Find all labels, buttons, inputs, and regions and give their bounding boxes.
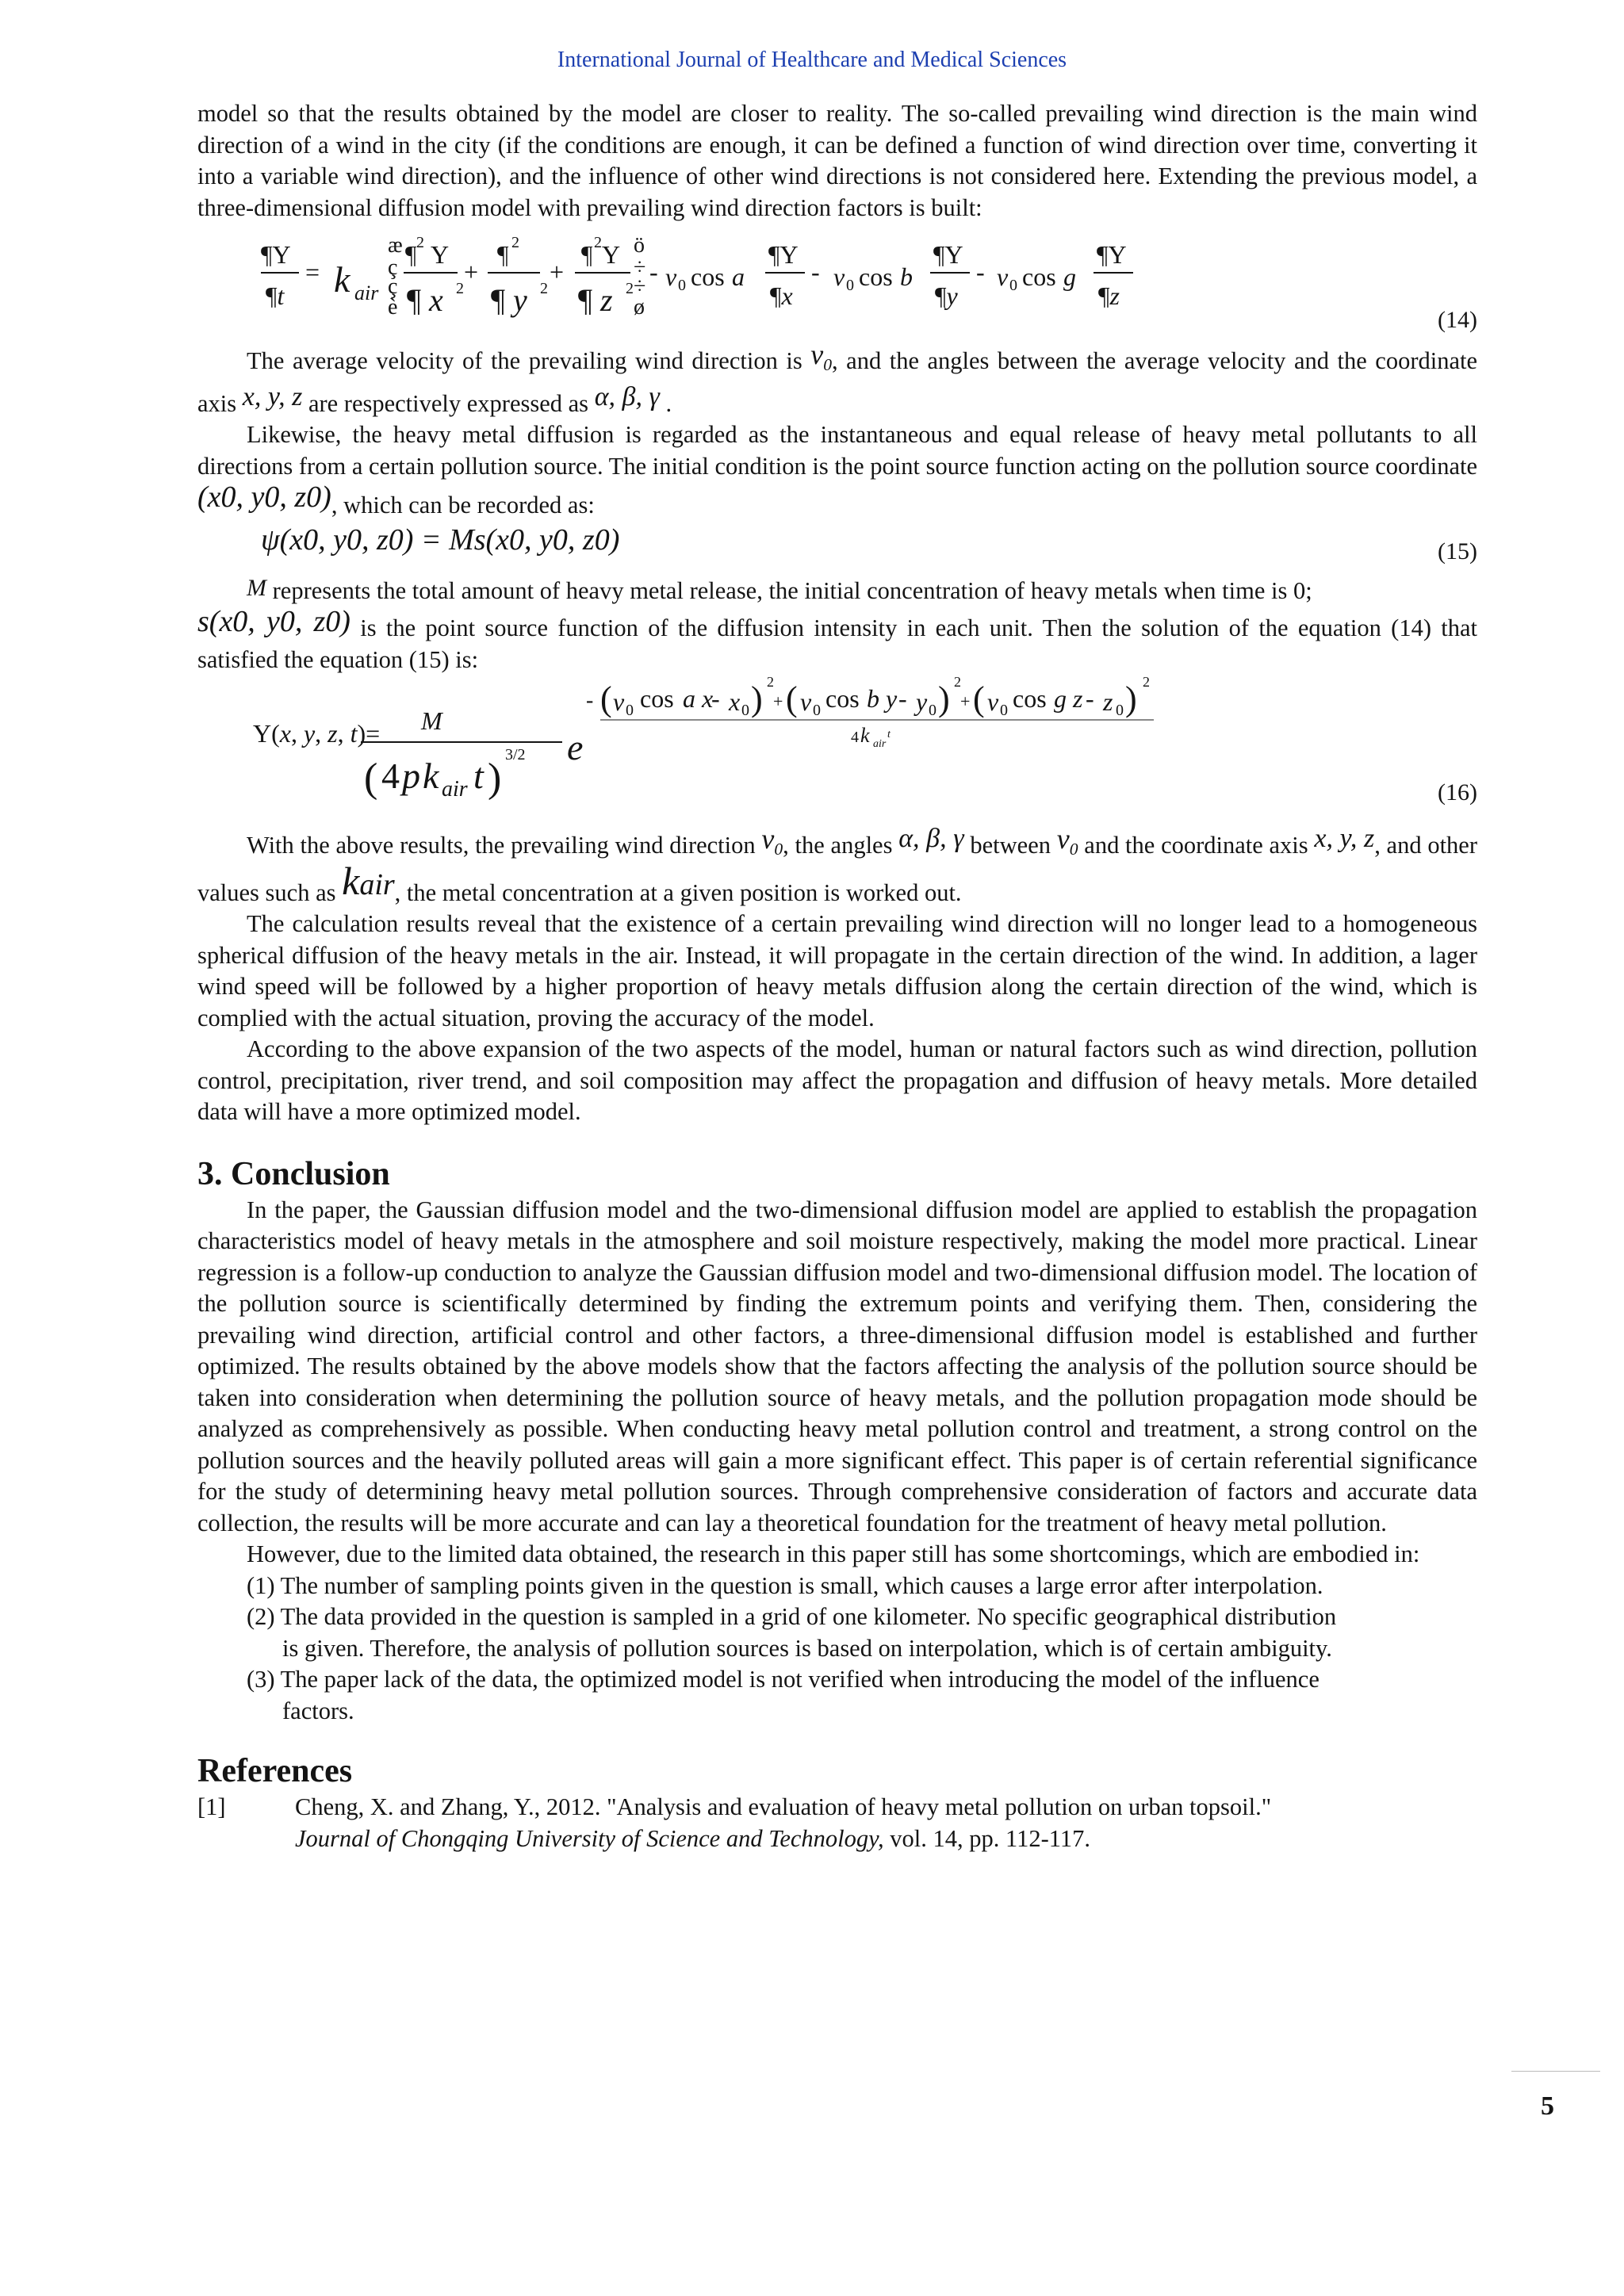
svg-text:): ) <box>488 756 502 802</box>
svg-text:3/2: 3/2 <box>505 746 526 764</box>
symbol-angles-b: α, β, γ <box>898 824 964 854</box>
svg-text:v: v <box>665 262 677 291</box>
svg-text:è: è <box>388 295 398 320</box>
svg-text:÷: ÷ <box>634 274 646 299</box>
svg-text:0: 0 <box>846 277 854 294</box>
list-item-1: (1) The number of sampling points given in the question is small, which causes a large error after interpolation. <box>247 1571 1323 1599</box>
svg-text:=: = <box>305 258 320 286</box>
svg-text:-: - <box>811 258 820 286</box>
svg-text:4: 4 <box>381 756 400 797</box>
svg-text:t: t <box>473 756 484 797</box>
svg-text:x: x <box>729 687 741 717</box>
symbol-v-b: v <box>761 823 775 855</box>
svg-text:0: 0 <box>813 702 821 720</box>
reference-title: Cheng, X. and Zhang, Y., 2012. "Analysis and evaluation of heavy metal pollution on urban topsoil." <box>295 1793 1272 1821</box>
list-item <box>197 1571 1477 1602</box>
equation-14-formula <box>261 228 1403 323</box>
svg-text:¶Y: ¶Y <box>933 240 963 269</box>
svg-text:¶: ¶ <box>405 240 417 269</box>
svg-text:Y(x, y, z, t)=: Y(x, y, z, t)= <box>253 719 381 748</box>
text-total-a: represents the total amount of heavy metal release, the initial concentration of heavy metals when time is 0; <box>272 576 1312 604</box>
reference-details: vol. 14, pp. 112-117. <box>883 1824 1091 1852</box>
reference-entry <box>197 1792 1477 1854</box>
svg-text:æ: æ <box>388 233 403 258</box>
text-results-d: and the coordinate axis <box>1084 832 1308 859</box>
svg-text:air: air <box>354 281 379 304</box>
svg-text:+: + <box>773 691 783 712</box>
svg-text:b: b <box>900 262 913 291</box>
equation-16-formula <box>253 675 1411 806</box>
list-item-3-rest: factors. <box>282 1697 354 1724</box>
svg-text:ç: ç <box>388 255 398 280</box>
svg-text:): ) <box>1125 679 1137 719</box>
svg-text:-: - <box>1086 684 1094 714</box>
svg-text:+: + <box>464 258 479 286</box>
page-number-rule <box>1511 2071 1600 2072</box>
svg-text:v: v <box>800 687 812 717</box>
svg-text:¶z: ¶z <box>1098 281 1120 310</box>
svg-text:¶Y: ¶Y <box>261 240 291 269</box>
text-results-b: , the angles <box>783 832 893 859</box>
svg-text:g: g <box>1063 262 1076 291</box>
reference-journal: Journal of Chongqing University of Science and Technology, <box>295 1824 884 1852</box>
text-velocity-b: , and the angles between the average velocity and the coordinate axis <box>197 347 1477 417</box>
text-results-a: With the above results, the prevailing wind direction <box>247 832 756 859</box>
svg-text:y: y <box>513 282 527 318</box>
equation-16-number: (16) <box>1438 779 1477 806</box>
svg-text:+: + <box>550 258 565 286</box>
svg-text:¶y: ¶y <box>935 281 958 310</box>
svg-text:(: ( <box>364 756 378 802</box>
svg-text:¶: ¶ <box>497 240 509 269</box>
svg-text:¶Y: ¶Y <box>768 240 799 269</box>
text-velocity-a: The average velocity of the prevailing wind direction is <box>247 347 802 374</box>
equation-15-number: (15) <box>1438 538 1477 564</box>
reference-text <box>295 1792 1477 1854</box>
svg-text:0: 0 <box>1116 702 1124 720</box>
svg-text:¶t: ¶t <box>266 281 285 310</box>
svg-text:Y: Y <box>602 240 621 269</box>
list-item <box>197 1601 1477 1664</box>
svg-text:-: - <box>586 688 594 714</box>
svg-text:-: - <box>976 258 985 286</box>
equation-14-number: (14) <box>1438 307 1477 333</box>
conclusion-paragraph-1: In the paper, the Gaussian diffusion model and the two-dimensional diffusion model are applied to establish the propagation characteristics model of heavy metals in the atmosphere and soil moisture respectively, making the model more practical. Linear regression is a follow-up conduction to analyze the Gaussian diffusion model and two-dimensional diffusion model. The location of the pollution source is scientifically determined by finding the extremum points and verifying them. Then, considering the prevailing wind direction, artificial control and other factors, a three-dimensional diffusion model is established and further optimized. The results obtained by the above models show that the factors affecting the analysis of the pollution source should be taken into consideration when determining the pollution source of heavy metals, and the pollution propagation mode should be analyzed as comprehensively as possible. When conducting heavy metal pollution control and treatment, a strong control on the pollution sources and the heavily polluted areas will gain a more significant effect. This paper is of certain referential significance for the study of determining heavy metal pollution sources. Through comprehensive consideration of factors and accurate data collection, the results will be more accurate and can lay a theoretical foundation for the treatment of heavy metal pollution. <box>197 1196 1477 1536</box>
paragraph-results <box>197 823 1477 909</box>
symbol-point-source: s(x0, y0, z0) <box>197 605 350 639</box>
list-item <box>197 1664 1477 1727</box>
text-results-c: between <box>970 832 1051 859</box>
list-item-3-first: (3) The paper lack of the data, the optimized model is not verified when introducing the model of the influence <box>247 1666 1320 1693</box>
symbol-axes: x, y, z <box>242 381 303 411</box>
svg-text:2: 2 <box>626 280 634 297</box>
reference-number: [1] <box>197 1793 226 1821</box>
svg-text:air: air <box>442 777 468 802</box>
svg-text:2: 2 <box>416 234 424 251</box>
svg-text:air: air <box>873 738 887 751</box>
svg-text:2: 2 <box>767 675 774 691</box>
svg-text:M: M <box>421 706 442 736</box>
svg-text:¶: ¶ <box>578 282 593 318</box>
svg-text:ö: ö <box>634 233 645 258</box>
svg-text:2: 2 <box>1143 675 1150 691</box>
svg-text:v: v <box>997 262 1009 291</box>
svg-text:¶x: ¶x <box>770 281 793 310</box>
svg-text:x: x <box>429 282 443 318</box>
text-initial-a: Likewise, the heavy metal diffusion is regarded as the instantaneous and equal release of heavy metal pollutants to all directions from a certain pollution source. The initial condition is the point source function acting on the pollution source coordinate <box>197 421 1477 480</box>
svg-text:b y: b y <box>867 684 898 714</box>
svg-text:÷: ÷ <box>634 255 646 280</box>
symbol-source-coord: (x0, y0, z0) <box>197 480 331 515</box>
svg-text:(: ( <box>600 679 612 719</box>
svg-text:2: 2 <box>594 234 602 251</box>
svg-text:cos: cos <box>1013 684 1047 714</box>
svg-text:cos: cos <box>825 684 860 714</box>
svg-text:2: 2 <box>456 280 464 297</box>
text-velocity-end: . <box>665 389 672 417</box>
symbol-v-c: v <box>1056 823 1070 855</box>
svg-text:-: - <box>898 684 907 714</box>
svg-text:k: k <box>334 259 350 300</box>
svg-text:-: - <box>649 258 658 286</box>
journal-header: International Journal of Healthcare and Medical Sciences <box>557 48 1067 72</box>
svg-text:(: ( <box>973 679 985 719</box>
equation-14 <box>197 228 1477 333</box>
svg-text:¶Y: ¶Y <box>1097 240 1127 269</box>
svg-text:z: z <box>600 282 613 318</box>
svg-text:ø: ø <box>634 295 645 320</box>
list-item-2-first: (2) The data provided in the question is sampled in a grid of one kilometer. No specific geographical distribution <box>247 1603 1337 1631</box>
list-item-2-rest: is given. Therefore, the analysis of pollution sources is based on interpolation, which is of certain ambiguity. <box>282 1634 1332 1662</box>
text-results-f: , the metal concentration at a given position is worked out. <box>394 878 962 906</box>
svg-text:(: ( <box>786 679 798 719</box>
svg-text:e: e <box>567 727 584 768</box>
paragraph-velocity <box>197 339 1477 419</box>
page-body <box>197 98 1477 1854</box>
symbol-axes-b: x, y, z <box>1314 824 1375 854</box>
symbol-v0: $v_0$ <box>810 339 833 375</box>
equation-15 <box>197 522 1477 572</box>
svg-text:v: v <box>833 262 845 291</box>
svg-text:0: 0 <box>1000 702 1008 720</box>
paragraph-calculation: The calculation results reveal that the existence of a certain prevailing wind direction will no longer lead to a homogeneous spherical diffusion of the heavy metals in the air. Instead, it will propagate in the certain direction of the wind. In addition, a lager wind speed will be followed by a higher proportion of heavy metals diffusion along the certain direction of the wind, which is complied with the actual situation, proving the accuracy of the model. <box>197 910 1477 1031</box>
svg-text:2: 2 <box>954 675 961 691</box>
svg-text:t: t <box>887 729 891 741</box>
symbol-air: air <box>359 867 395 901</box>
equation-15-formula: ψ(x0, y0, z0) = Ms(x0, y0, z0) <box>261 522 620 557</box>
text-results-e: , and other values such as <box>197 832 1478 906</box>
svg-text:): ) <box>938 679 950 719</box>
symbol-v: v <box>810 339 824 370</box>
svg-text:0: 0 <box>1009 277 1017 294</box>
paragraph-point-source <box>197 607 1477 675</box>
svg-text:z: z <box>1103 687 1113 717</box>
svg-text:cos: cos <box>859 262 893 291</box>
svg-text:y: y <box>916 687 928 717</box>
symbol-angles: α, β, γ <box>594 381 660 411</box>
svg-text:k: k <box>860 724 870 748</box>
symbol-v0-b: $v_0$ <box>761 823 783 859</box>
svg-text:g z: g z <box>1054 684 1083 714</box>
references-heading: References <box>197 1753 353 1790</box>
svg-text:2: 2 <box>511 234 519 251</box>
svg-text:Y: Y <box>431 240 450 269</box>
paragraph-initial-condition <box>197 419 1477 522</box>
paragraph-expansion: According to the above expansion of the two aspects of the model, human or natural factors such as wind direction, pollution control, precipitation, river trend, and soil composition may affect the propagation and diffusion of heavy metals. More detailed data will have a more optimized model. <box>197 1035 1477 1126</box>
svg-text:¶: ¶ <box>407 282 422 318</box>
svg-text:a x: a x <box>683 684 714 714</box>
conclusion-heading: 3. Conclusion <box>197 1155 390 1192</box>
symbol-kair <box>342 859 395 903</box>
svg-text:cos: cos <box>691 262 725 291</box>
svg-text:a: a <box>732 262 745 291</box>
paragraph-intro: model so that the results obtained by the model are closer to reality. The so-called prevailing wind direction is the main wind direction of a wind in the city (if the conditions are enough, it can be defined a function of wind direction over time, converting it into a variable wind direction), and the influence of other wind directions is not considered here. Extending the previous model, a three-dimensional diffusion model with prevailing wind direction factors is built: <box>197 100 1477 221</box>
svg-text:p: p <box>402 756 420 797</box>
svg-text:-: - <box>711 684 720 714</box>
paragraph-total-amount <box>197 572 1477 607</box>
symbol-k: k <box>342 858 360 903</box>
equation-16 <box>197 675 1477 806</box>
page-number: 5 <box>1541 2091 1554 2121</box>
svg-text:0: 0 <box>626 702 634 720</box>
svg-text:¶: ¶ <box>581 240 593 269</box>
conclusion-paragraph-2: However, due to the limited data obtained, the research in this paper still has some shortcomings, which are embodied in: <box>247 1540 1420 1568</box>
svg-text:0: 0 <box>929 702 936 720</box>
svg-text:+: + <box>960 691 971 712</box>
svg-text:0: 0 <box>741 702 749 720</box>
svg-text:cos: cos <box>1022 262 1056 291</box>
svg-text:2: 2 <box>540 280 548 297</box>
svg-text:cos: cos <box>640 684 674 714</box>
svg-text:¶: ¶ <box>491 282 506 318</box>
svg-text:ç: ç <box>388 274 398 299</box>
text-point-source: is the point source function of the diffusion intensity in each unit. Then the solution of the equation (14) that satisfied the equation (15) is: <box>197 614 1478 673</box>
svg-text:v: v <box>613 687 625 717</box>
svg-text:4: 4 <box>851 729 859 747</box>
svg-text:v: v <box>987 687 999 717</box>
text-initial-b: , which can be recorded as: <box>331 492 595 519</box>
symbol-v0-c: $v_0$ <box>1056 823 1078 859</box>
symbol-M: M <box>247 574 266 601</box>
svg-text:k: k <box>423 756 439 797</box>
svg-text:): ) <box>751 679 763 719</box>
svg-text:0: 0 <box>678 277 686 294</box>
text-velocity-c: are respectively expressed as <box>308 389 589 417</box>
